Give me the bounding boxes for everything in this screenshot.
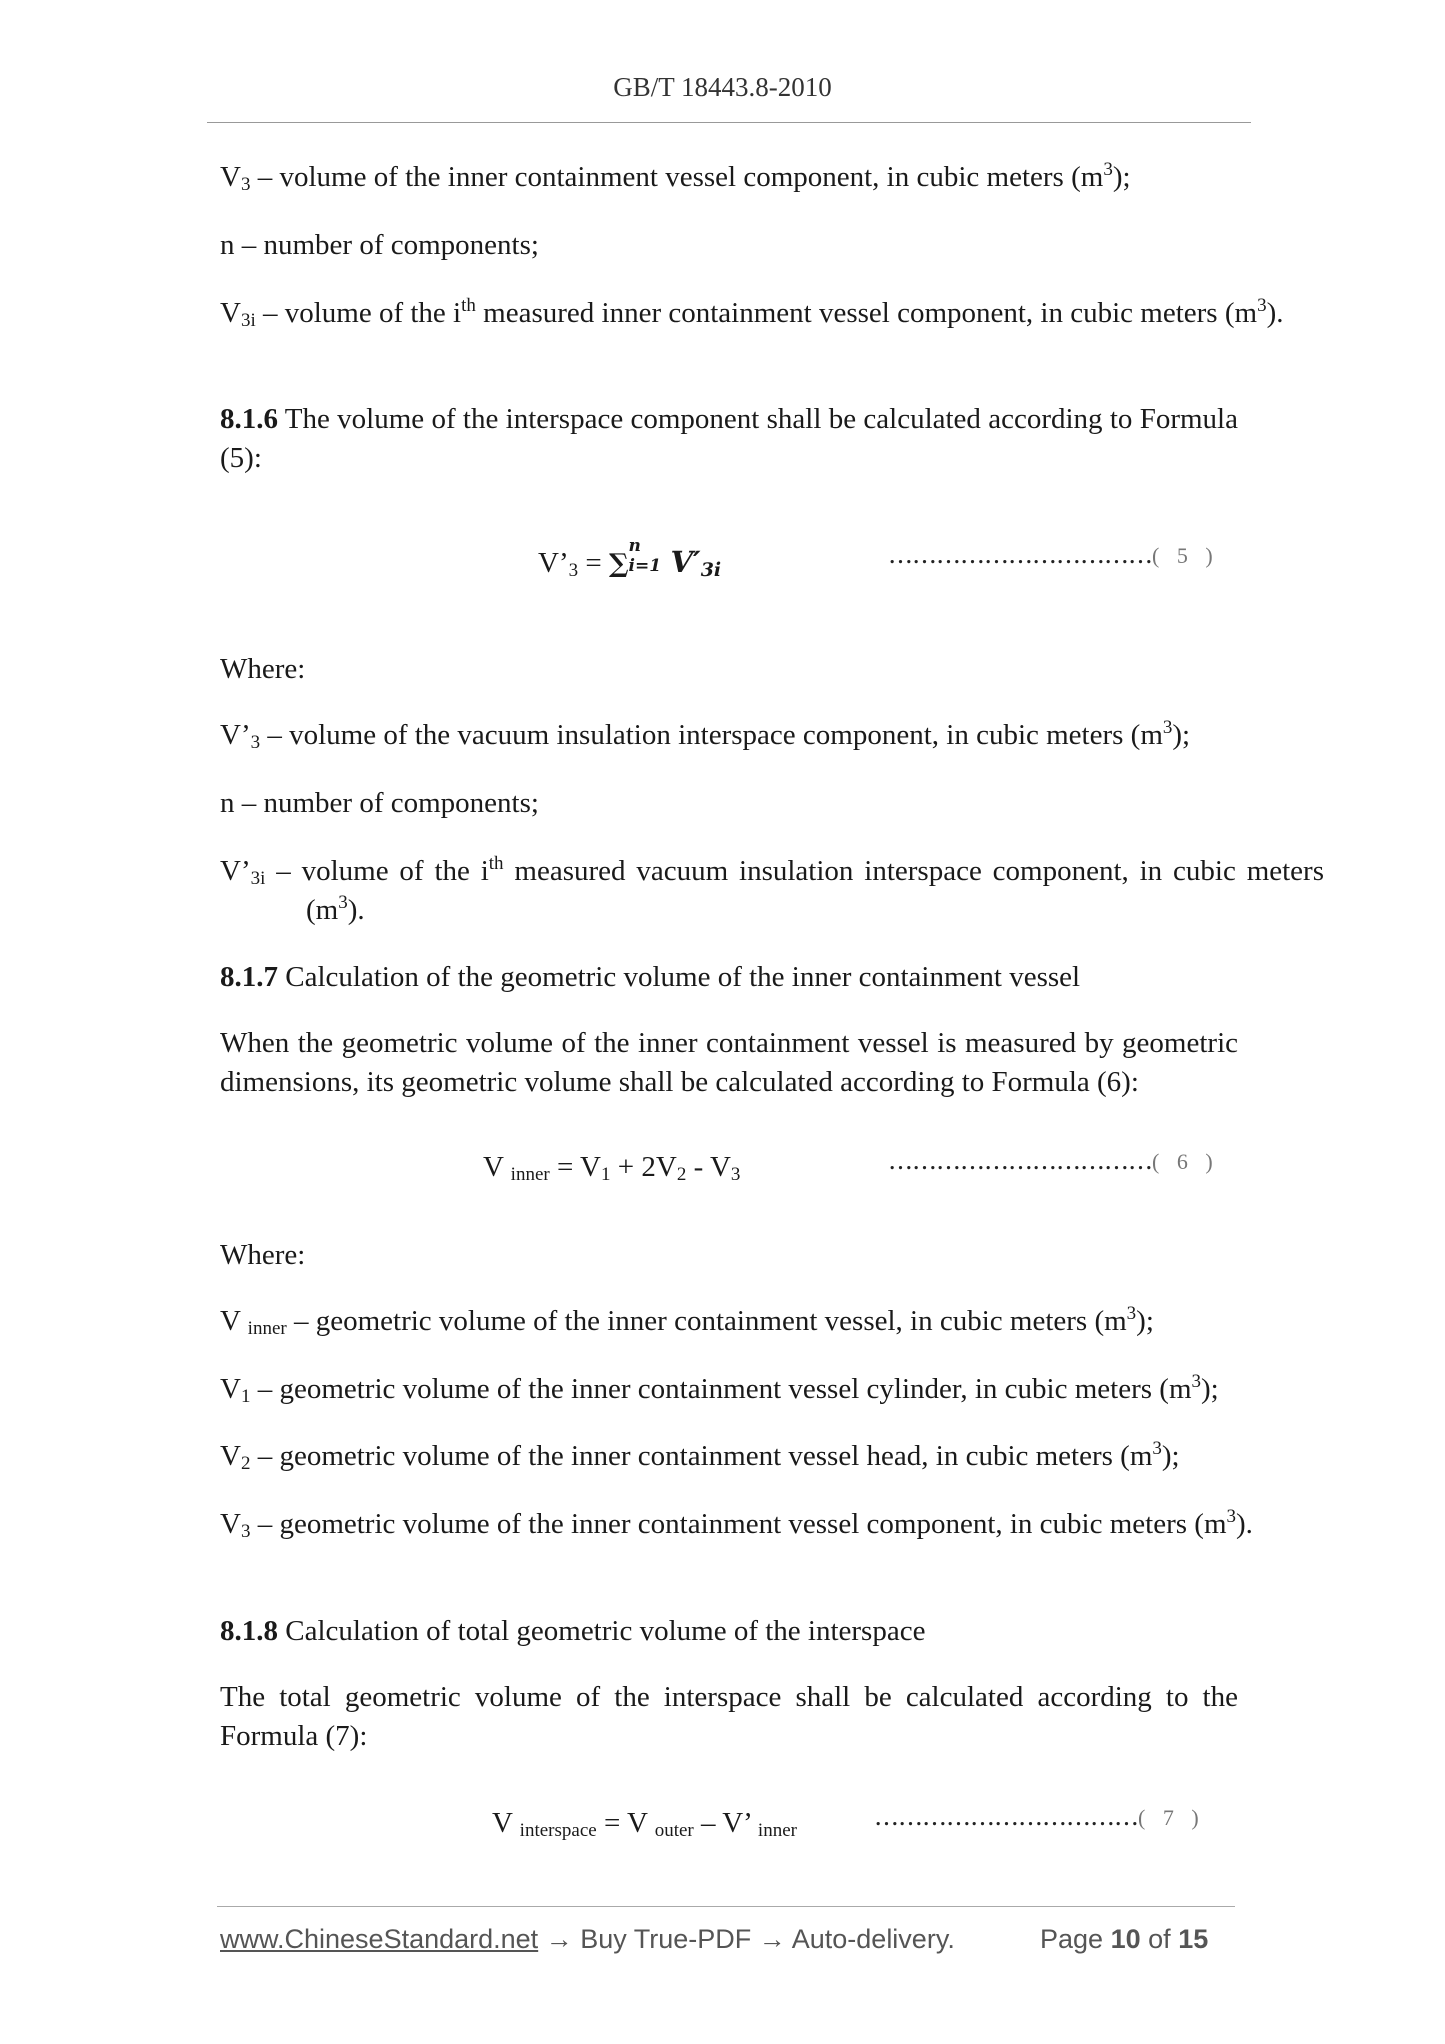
definition-v3i: $V_{3i}$ – volume of the $i^{th}$ measured inner containment vessel component, in cubic meters $(m^3)$. (220, 295, 1284, 331)
formula-7: V $_{interspace}$ = V $_{outer}$ – V’ $_{inner}$ (492, 1807, 797, 1841)
definition-n: n – number of components; (220, 229, 539, 261)
definition-v3-geometric: $V_3$ – geometric volume of the inner containment vessel component, in cubic meters $(m^3)$. (220, 1506, 1253, 1542)
definition-v1: $V_1$ – geometric volume of the inner containment vessel cylinder, in cubic meters $(m^3)$; (220, 1371, 1219, 1407)
footer-page-indicator: Page 10 of 15 (1040, 1924, 1209, 1954)
section-8-1-7: 8.1.7 Calculation of the geometric volume of the inner containment vessel (220, 961, 1081, 993)
formula-6-leader: ……………………………( 6 ) (888, 1146, 1219, 1175)
definition-v3-prime: $V’_3$ – volume of the vacuum insulation interspace component, in cubic meters $(m^3)$; (220, 717, 1191, 753)
where-label-1: Where: (220, 653, 306, 685)
formula-5-leader: ……………………………( 5 ) (888, 540, 1219, 569)
where-label-2: Where: (220, 1239, 306, 1271)
formula-7-number: ( 7 ) (1138, 1805, 1205, 1830)
section-8-1-6: 8.1.6 The volume of the interspace component shall be calculated according to Formula (5): (220, 403, 1238, 474)
paragraph-formula-6-intro: When the geometric volume of the inner containment vessel is measured by geometric dimensions, its geometric volume shall be calculated according to Formula (6): (220, 1027, 1238, 1098)
header-standard-id: GB/T 18443.8-2010 (613, 72, 832, 102)
definition-v-inner: V $_{inner}$ – geometric volume of the inner containment vessel, in cubic meters $(m^3)$; (220, 1303, 1154, 1339)
definition-v2: $V_2$ – geometric volume of the inner containment vessel head, in cubic meters $(m^3)$; (220, 1438, 1180, 1474)
formula-6: V $_{inner} = V_1 + 2V_2 - V_3$ (483, 1151, 741, 1185)
definition-v3: $V_3$ – volume of the inner containment vessel component, in cubic meters $(m^3)$; (220, 159, 1131, 195)
footer-promo-text: → Buy True-PDF → Auto-delivery. (538, 1924, 955, 1954)
definition-v3i-prime: $V’_{3i}$ – volume of the $i^{th}$ measured vacuum insulation interspace component, in cubic meters $(m^3)$. (220, 853, 1324, 926)
formula-5: $V’_3$ = ∑ n i=1 $V'_{3i}$ (538, 536, 722, 581)
section-8-1-8: 8.1.8 Calculation of total geometric volume of the interspace (220, 1615, 926, 1647)
formula-6-number: ( 6 ) (1152, 1149, 1219, 1174)
formula-5-number: ( 5 ) (1152, 543, 1219, 568)
paragraph-formula-7-intro: The total geometric volume of the interspace shall be calculated according to the Formula (7): (220, 1681, 1238, 1752)
footer-divider (217, 1906, 1235, 1907)
footer-promo (220, 1924, 955, 1955)
formula-7-leader: ……………………………( 7 ) (874, 1802, 1205, 1831)
footer-site-link[interactable]: www.ChineseStandard.net (220, 1924, 539, 1954)
definition-n-2: n – number of components; (220, 787, 539, 819)
header-divider (207, 122, 1251, 123)
